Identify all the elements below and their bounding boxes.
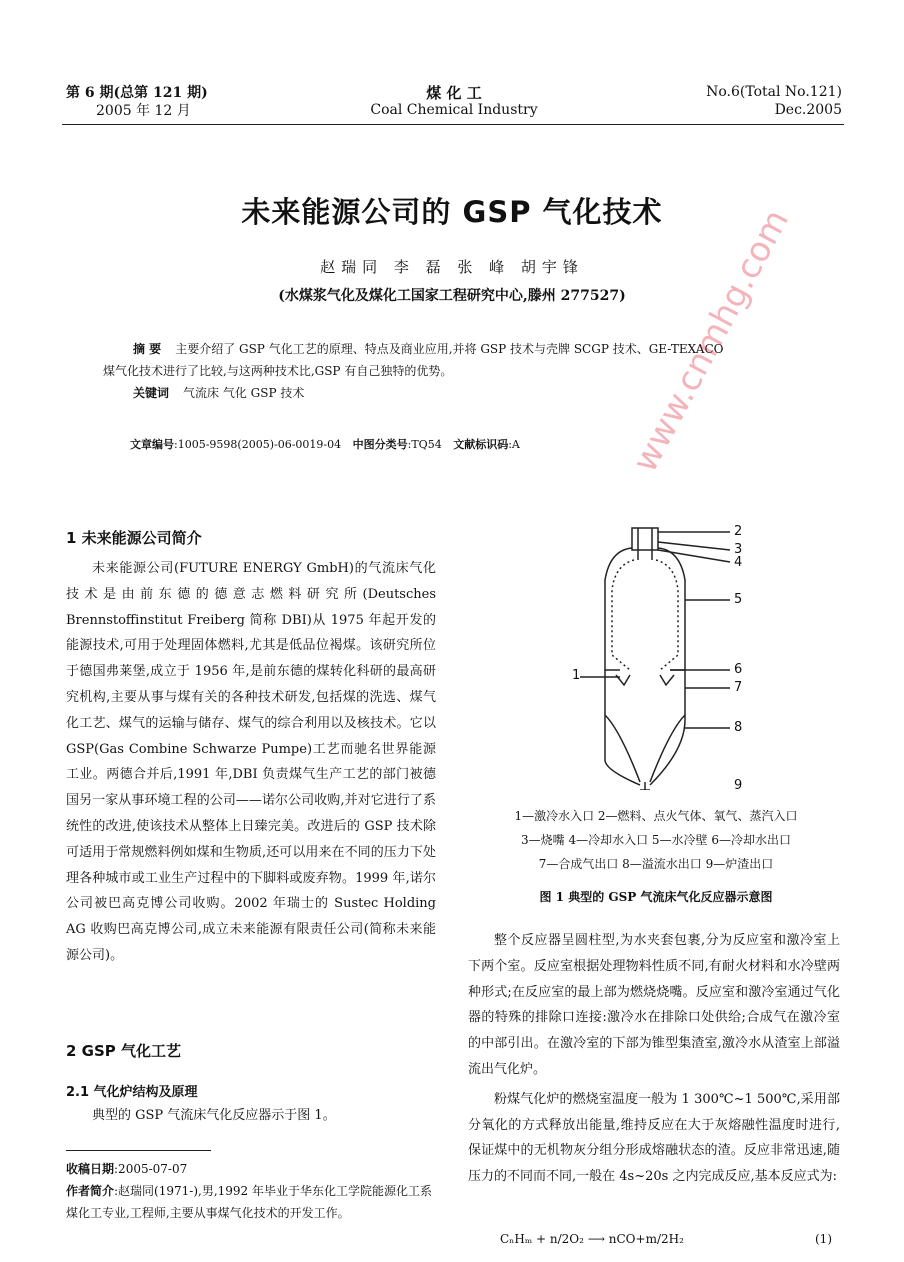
fig-label-8: 8	[734, 720, 743, 735]
subsection-title: 2.1 气化炉结构及原理	[66, 1085, 198, 1100]
fig-label-3: 3	[734, 542, 743, 557]
article-id: :1005-9598(2005)-06-0019-04	[174, 438, 342, 451]
water-wall-left	[612, 560, 634, 670]
shell-right-upper	[658, 548, 685, 670]
fig-label-4: 4	[734, 555, 743, 570]
class-number-label: 中图分类号	[352, 438, 408, 451]
header-rule	[62, 124, 844, 125]
article-meta	[130, 436, 520, 452]
fig-label-9: 9	[734, 778, 743, 793]
section2-title: 2 GSP 气化工艺	[66, 1042, 181, 1060]
water-wall-right	[656, 560, 678, 670]
legend-line-1: 1—激冷水入口 2—燃料、点火气体、氧气、蒸汽入口	[514, 809, 798, 823]
legend-line-3: 7—合成气出口 8—溢流水出口 9—炉渣出口	[538, 857, 774, 871]
equation: CₙHₘ + n/2O₂ ⟶ nCO+m/2H₂	[500, 1232, 684, 1246]
keywords-label: 关键词	[133, 386, 170, 400]
abstract-line1: 主要介绍了 GSP 气化工艺的原理、特点及商业应用,并将 GSP 技术与壳牌 SCGP 技术、GE-TEXACO	[175, 342, 724, 356]
article-id-label: 文章编号	[130, 438, 174, 451]
section1-title: 1 未来能源公司简介	[66, 529, 202, 547]
keywords: 气流床 气化 GSP 技术	[183, 386, 305, 400]
footnote-rule	[66, 1150, 211, 1151]
abstract-line2: 煤气化技术进行了比较,与这两种技术比,GSP 有自己独特的优势。	[103, 364, 453, 378]
burner-block	[632, 528, 658, 550]
journal-issue-en: No.6(Total No.121)	[706, 84, 842, 100]
subsection-body	[66, 1103, 436, 1129]
received-label: 收稿日期	[66, 1162, 115, 1176]
journal-date: 2005 年 12 月	[96, 103, 191, 119]
doc-code: :A	[508, 438, 520, 451]
affiliation: (水煤浆气化及煤化工国家工程研究中心,滕州 277527)	[278, 288, 626, 304]
journal-issue: 第 6 期(总第 121 期)	[66, 85, 208, 101]
fig-label-7: 7	[734, 680, 743, 695]
fig-label-1: 1	[572, 668, 581, 683]
journal-name-en: Coal Chemical Industry	[370, 102, 538, 118]
class-number: :TQ54	[407, 438, 442, 451]
received-date: :2005-07-07	[114, 1162, 188, 1176]
slag-cone-left	[605, 715, 640, 782]
section1-paragraph: 未来能源公司(FUTURE ENERGY GmbH)的气流床气化技术是由前东德的德意志燃料研究所(Deutsches Brennstoffinstitut Freiberg 简称 DBI)从 1975 年起开发的能源技术,可用于处理固体燃料,尤其是低品位褐煤。该研究所位于德国弗莱堡,成立于 1956 年,是前东德的煤转化科研的最高研究机构,主要从事与煤有关的各种技术研发,包括煤的洗选、煤气化工艺、煤气的运输与储存、煤气的综合利用以及核技术。它以 GSP(Gas Combine Schwarze Pumpe)工艺而驰名世界能源工业。两德合并后,1991 年,DBI 负责煤气生产工艺的部门被德国另一家从事环境工程的公司——诺尔公司收购,并对它进行了系统性的改进,使该技术从整体上日臻完美。改进后的 GSP 技术除可适用于常规燃料例如煤和生物质,还可以用来在不同的压力下处理各种城市或工业生产过程中的下脚料或废弃物。1999 年,诺尔公司被巴高克博公司收购。2002 年瑞士的 Sustec Holding AG 收购巴高克博公司,成立未来能源有限责任公司(简称未来能源公司)。	[66, 561, 436, 963]
doc-code-label: 文献标识码	[453, 438, 509, 451]
article-title: 未来能源公司的 GSP 气化技术	[241, 195, 663, 229]
right-paragraph-1: 整个反应器呈圆柱型,为水夹套包裹,分为反应室和激冷室上下两个室。反应室根据处理物料性质不同,有耐火材料和水冷壁两种形式;在反应室的最上部为燃烧烧嘴。反应室和激冷室通过气化器的特殊的排除口连接:激冷水在排除口处供给;合成气在激冷室的中部引出。在激冷室的下部为锥型集渣室,激冷水从渣室上部溢流出气化炉。	[468, 933, 840, 1077]
reactor-diagram	[560, 520, 760, 790]
right-paragraph-2: 粉煤气化炉的燃烧室温度一般为 1 300℃~1 500℃,采用部分氧化的方式释放出能量,维持反应在大于灰熔融性温度时进行,保证煤中的无机物灰分组分形成熔融状态的渣。反应非常迅速,随压力的不同而不同,一般在 4s~20s 之内完成反应,基本反应式为:	[468, 1091, 840, 1185]
right-column	[468, 928, 840, 1190]
bio-label: 作者简介	[66, 1184, 115, 1198]
footnote	[66, 1158, 438, 1224]
section1-body	[66, 556, 436, 969]
fig-label-5: 5	[734, 592, 743, 607]
journal-name-cn: 煤 化 工	[426, 84, 482, 102]
subsection-paragraph: 典型的 GSP 气流床气化反应器示于图 1。	[92, 1108, 336, 1123]
quench-nozzle-right	[660, 675, 674, 685]
shell-left-upper	[605, 548, 632, 670]
fig-label-2: 2	[734, 524, 743, 539]
journal-date-en: Dec.2005	[774, 102, 842, 118]
fig-label-6: 6	[734, 662, 743, 677]
figure-title: 图 1 典型的 GSP 气流床气化反应器示意图	[539, 890, 773, 904]
figure-legend	[466, 804, 846, 876]
legend-line-2: 3—烧嘴 4—冷却水入口 5—水冷壁 6—冷却水出口	[521, 833, 791, 847]
author-bio: :赵瑞同(1971-),男,1992 年毕业于华东化工学院能源化工系煤化工专业,工程师,主要从事煤气化技术的开发工作。	[66, 1184, 432, 1220]
watermark-text: www.cnmhg.com	[625, 203, 797, 479]
authors: 赵瑞同 李 磊 张 峰 胡宇锋	[320, 258, 584, 276]
abstract-label: 摘 要	[133, 342, 162, 356]
equation-number: (1)	[815, 1232, 832, 1246]
slag-cone-right	[650, 715, 685, 782]
